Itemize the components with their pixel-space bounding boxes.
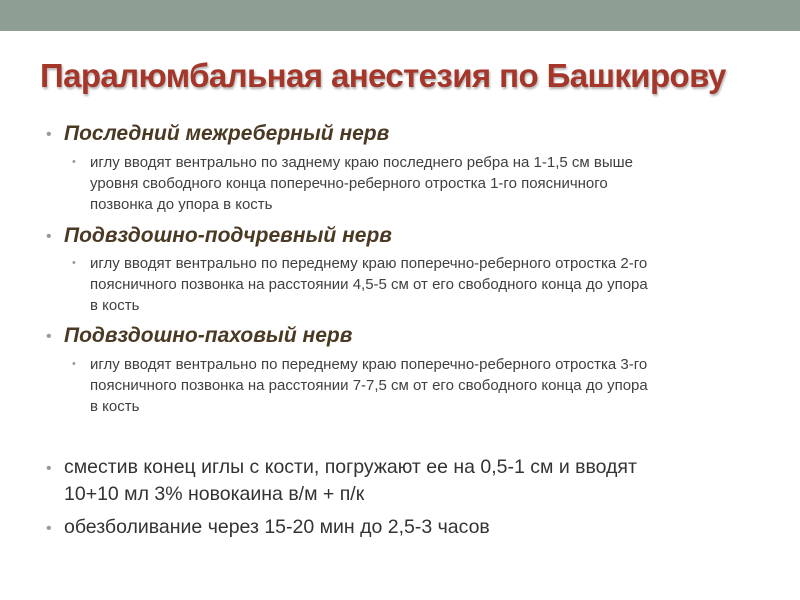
bullet-icon: •	[46, 126, 52, 143]
note-line: сместив конец иглы с кости, погружают ее на 0,5-1 см и вводят	[64, 456, 637, 478]
body-line: позвонка до упора в кость	[90, 196, 273, 213]
body-line: поясничного позвонка на расстоянии 7-7,5 см от его свободного конца до упора	[90, 377, 648, 394]
body-line: поясничного позвонка на расстоянии 4,5-5 см от его свободного конца до упора	[90, 276, 648, 293]
bullet-icon: •	[46, 228, 52, 245]
note-item	[64, 454, 637, 508]
body-line: иглу вводят вентрально по переднему краю поперечно-реберного отростка 3-го	[90, 356, 648, 373]
bullet-icon: •	[46, 520, 52, 537]
section-body	[90, 354, 770, 417]
body-line: в кость	[90, 398, 140, 415]
sub-bullet-icon: •	[72, 156, 76, 168]
section-body	[90, 253, 770, 316]
body-line: иглу вводят вентрально по заднему краю последнего ребра на 1-1,5 см выше	[90, 154, 633, 171]
note-line: 10+10 мл 3% новокаина в/м + п/к	[64, 483, 365, 505]
note-line: обезболивание через 15-20 мин до 2,5-3 часов	[64, 516, 490, 538]
body-line: уровня свободного конца поперечно-реберного отростка 1-го поясничного	[90, 175, 608, 192]
sub-bullet-icon: •	[72, 358, 76, 370]
note-item	[64, 514, 490, 541]
section-heading: Подвздошно-подчревный нерв	[64, 224, 392, 247]
sub-bullet-icon: •	[72, 257, 76, 269]
bullet-icon: •	[46, 460, 52, 477]
section-heading: Последний межреберный нерв	[64, 122, 390, 145]
bullet-icon: •	[46, 328, 52, 345]
slide-title: Паралюмбальная анестезия по Башкирову	[40, 57, 726, 94]
top-decorative-band	[0, 0, 800, 31]
section-heading: Подвздошно-паховый нерв	[64, 324, 353, 347]
body-line: иглу вводят вентрально по переднему краю поперечно-реберного отростка 2-го	[90, 255, 648, 272]
section-body	[90, 152, 770, 215]
body-line: в кость	[90, 297, 140, 314]
